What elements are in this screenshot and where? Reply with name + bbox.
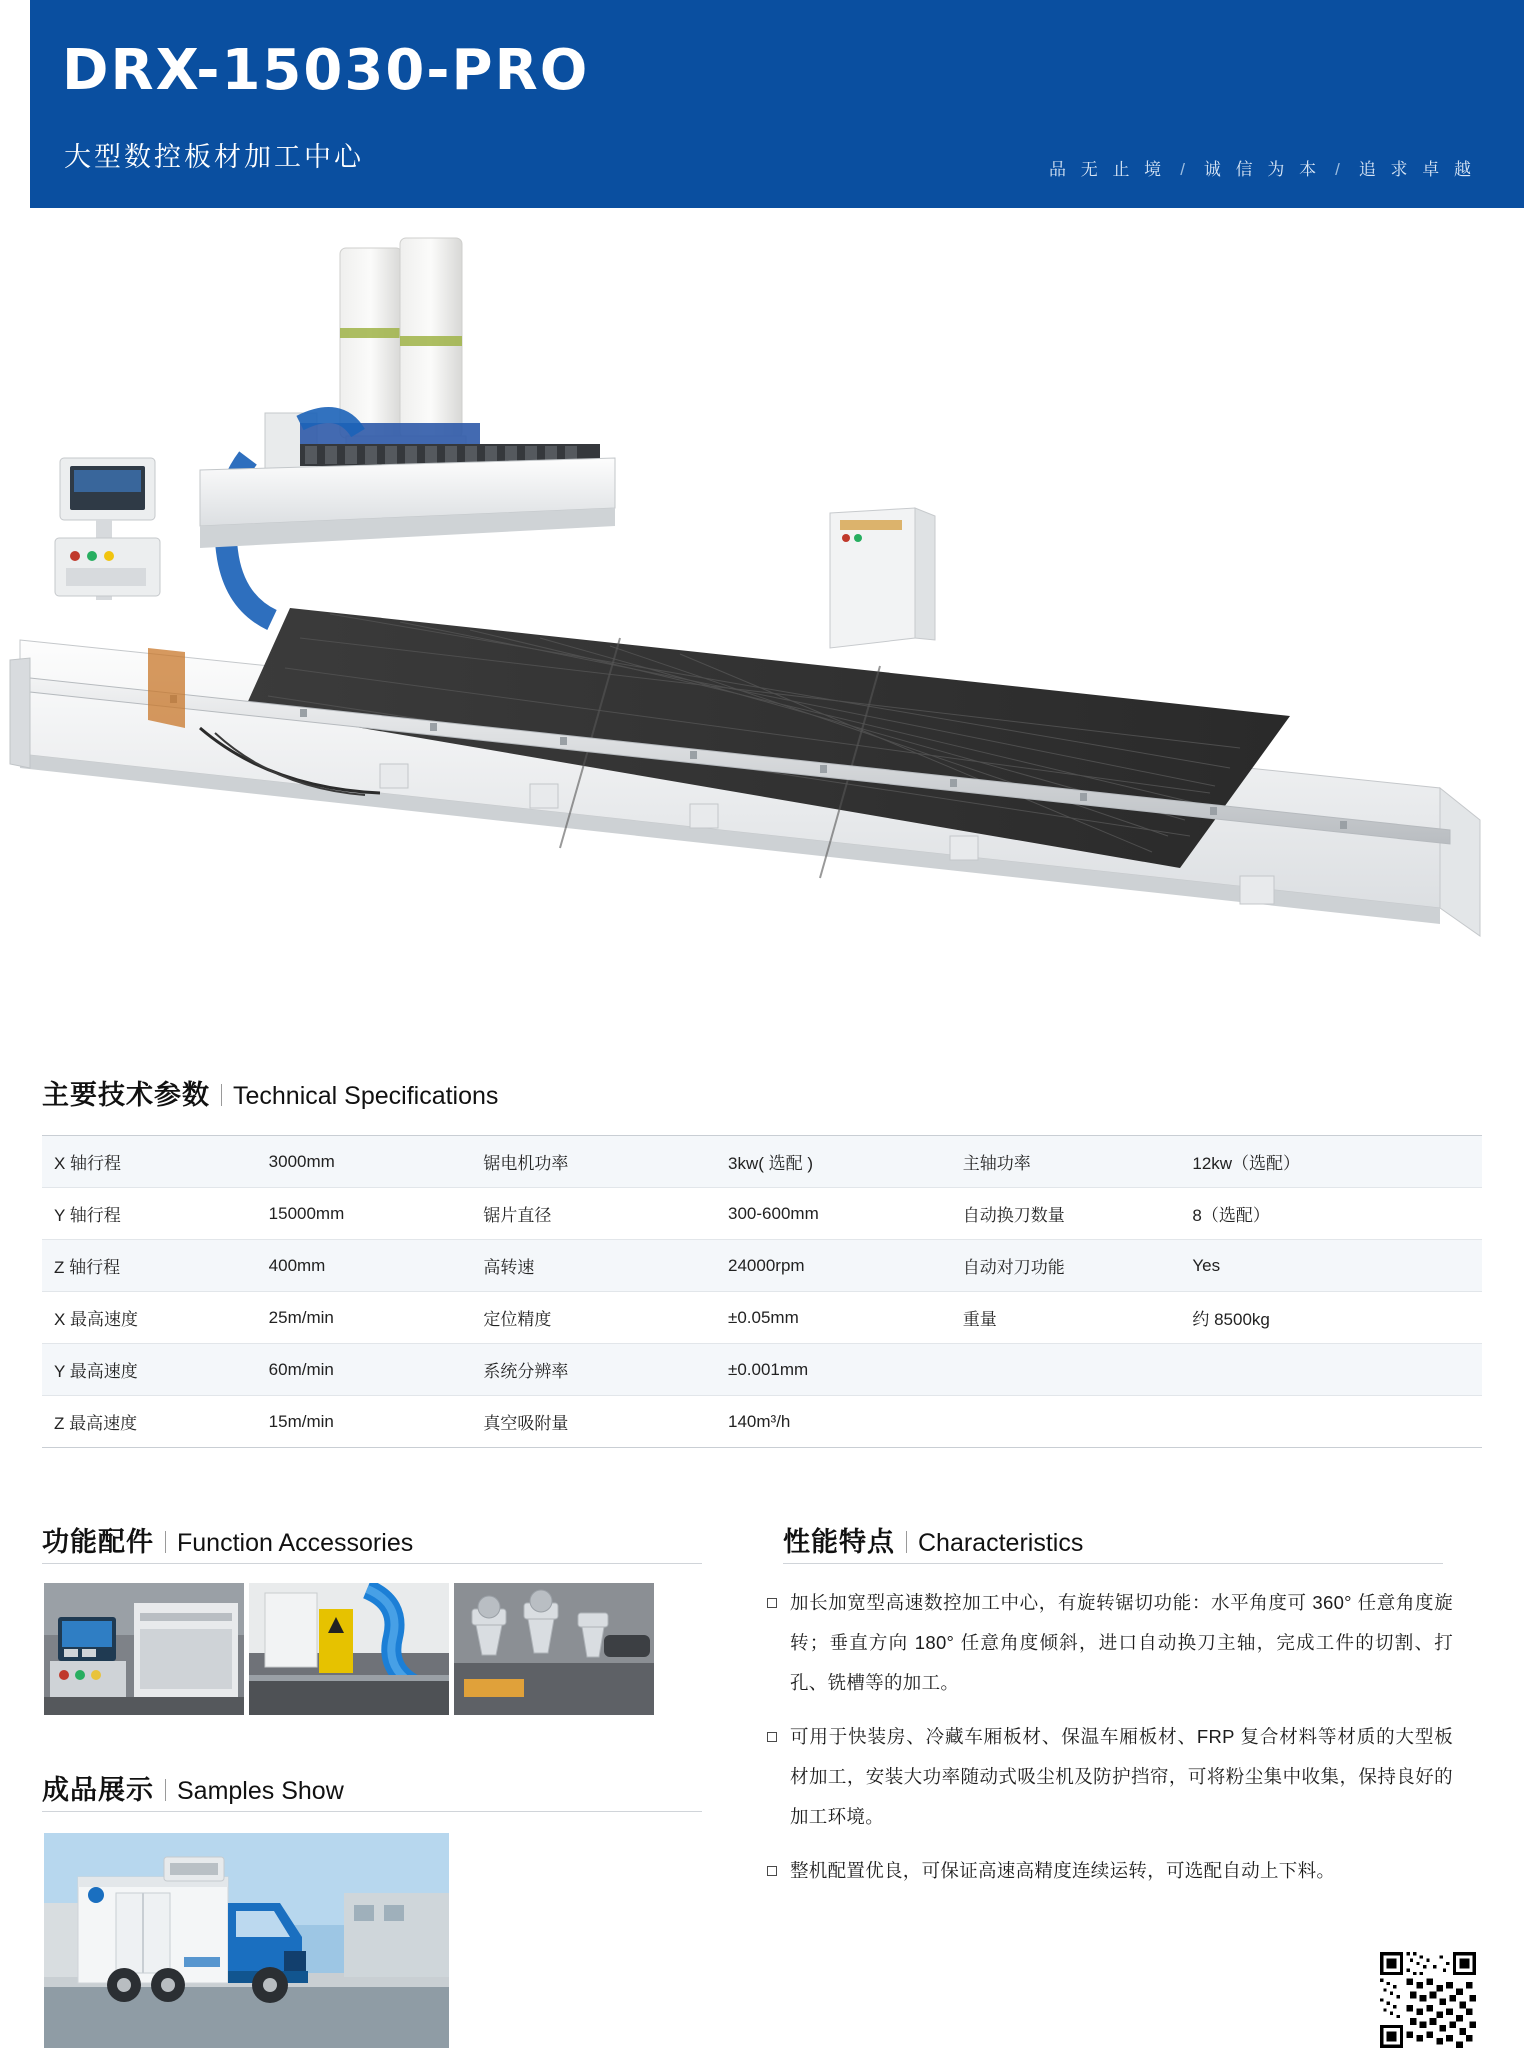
control-panel-photo <box>44 1583 244 1715</box>
characteristics-rule <box>783 1563 1443 1564</box>
page-header <box>0 0 1524 208</box>
tool-holders-photo <box>454 1583 654 1715</box>
heading-divider <box>906 1531 907 1553</box>
qr-code-image <box>1380 1952 1476 2048</box>
accessory-thumb-control-panel <box>44 1583 244 1715</box>
samples-rule <box>42 1811 702 1812</box>
table-row <box>42 1188 1482 1240</box>
machine-illustration <box>0 208 1524 1008</box>
characteristics-heading-en: Characteristics <box>918 1529 1084 1557</box>
accessory-thumb-spindle-head <box>249 1583 449 1715</box>
spec-label: 定位精度 <box>483 1292 728 1344</box>
slogan-part-2: 诚 信 为 本 <box>1203 160 1322 179</box>
specs-heading-en: Technical Specifications <box>233 1082 499 1110</box>
product-subtitle: 大型数控板材加工中心 <box>64 142 364 172</box>
spec-value: 25m/min <box>269 1292 484 1344</box>
characteristics-heading-cn: 性能特点 <box>783 1527 895 1557</box>
spec-label: 系统分辨率 <box>483 1344 728 1396</box>
spec-label: Z 最高速度 <box>42 1396 269 1448</box>
spindle-head-photo <box>249 1583 449 1715</box>
spec-label: 自动换刀数量 <box>963 1188 1193 1240</box>
list-item <box>763 1851 1453 1891</box>
spec-label-empty <box>963 1396 1193 1448</box>
spec-label: 主轴功率 <box>963 1136 1193 1188</box>
samples-heading-cn: 成品展示 <box>42 1775 154 1805</box>
spec-value: 3kw( 选配 ) <box>728 1136 963 1188</box>
spec-label: 重量 <box>963 1292 1193 1344</box>
list-item-text: 加长加宽型高速数控加工中心，有旋转锯切功能：水平角度可 360° 任意角度旋转；垂直方向 180° 任意角度倾斜，进口自动换刀主轴，完成工件的切割、打孔、铣槽等的加工。 <box>790 1592 1453 1693</box>
table-row <box>42 1292 1482 1344</box>
table-row <box>42 1136 1482 1188</box>
accessories-rule <box>42 1563 702 1564</box>
square-bullet-icon <box>767 1598 777 1608</box>
header-left-accent <box>0 0 30 208</box>
refrigerated-truck-illustration <box>44 1833 449 2048</box>
spec-label: 真空吸附量 <box>483 1396 728 1448</box>
slogan-part-3: 追 求 卓 越 <box>1358 160 1476 179</box>
spec-value: 8（选配） <box>1192 1188 1482 1240</box>
spec-value: ±0.001mm <box>728 1344 963 1396</box>
spec-value: 约 8500kg <box>1192 1292 1482 1344</box>
specs-heading <box>42 1073 498 1112</box>
characteristics-heading <box>783 1520 1083 1559</box>
table-row <box>42 1240 1482 1292</box>
samples-heading-en: Samples Show <box>177 1777 344 1805</box>
characteristics-list <box>763 1583 1453 1905</box>
accessory-thumb-tool-holders <box>454 1583 654 1715</box>
list-item <box>763 1717 1453 1837</box>
list-item-text: 可用于快装房、冷藏车厢板材、保温车厢板材、FRP 复合材料等材质的大型板材加工，安装大功率随动式吸尘机及防护挡帘，可将粉尘集中收集，保持良好的加工环境。 <box>790 1726 1453 1827</box>
spec-value: 12kw（选配） <box>1192 1136 1482 1188</box>
spec-label: Y 最高速度 <box>42 1344 269 1396</box>
heading-divider <box>165 1779 166 1801</box>
qr-code-icon <box>1380 1952 1476 2048</box>
table-row <box>42 1344 1482 1396</box>
spec-label-empty <box>963 1344 1193 1396</box>
sample-truck-photo <box>44 1833 449 2048</box>
table-row <box>42 1396 1482 1448</box>
heading-divider <box>165 1531 166 1553</box>
spec-value: Yes <box>1192 1240 1482 1292</box>
square-bullet-icon <box>767 1732 777 1742</box>
spec-value: 60m/min <box>269 1344 484 1396</box>
spec-label: X 轴行程 <box>42 1136 269 1188</box>
spec-value: 140m³/h <box>728 1396 963 1448</box>
spec-value: 15m/min <box>269 1396 484 1448</box>
slogan-part-1: 品 无 止 境 <box>1049 160 1167 179</box>
slogan-separator-2: / <box>1335 160 1345 179</box>
spec-value: ±0.05mm <box>728 1292 963 1344</box>
spec-value-empty <box>1192 1396 1482 1448</box>
header-slogan <box>1049 155 1476 180</box>
spec-label: Z 轴行程 <box>42 1240 269 1292</box>
spec-value: 3000mm <box>269 1136 484 1188</box>
heading-divider <box>221 1084 222 1106</box>
spec-label: X 最高速度 <box>42 1292 269 1344</box>
spec-label: 锯片直径 <box>483 1188 728 1240</box>
list-item-text: 整机配置优良，可保证高速高精度连续运转，可选配自动上下料。 <box>790 1860 1336 1881</box>
spec-value: 24000rpm <box>728 1240 963 1292</box>
machine-photo <box>0 208 1524 1008</box>
spec-label: 自动对刀功能 <box>963 1240 1193 1292</box>
samples-heading <box>42 1768 344 1807</box>
list-item <box>763 1583 1453 1703</box>
spec-label: 高转速 <box>483 1240 728 1292</box>
accessories-thumbnails <box>44 1583 704 1715</box>
spec-value: 300-600mm <box>728 1188 963 1240</box>
spec-value: 15000mm <box>269 1188 484 1240</box>
product-title: DRX-15030-PRO <box>62 38 590 103</box>
spec-label: 锯电机功率 <box>483 1136 728 1188</box>
spec-label: Y 轴行程 <box>42 1188 269 1240</box>
specs-table <box>42 1135 1482 1448</box>
spec-value-empty <box>1192 1344 1482 1396</box>
accessories-heading-en: Function Accessories <box>177 1529 414 1557</box>
slogan-separator-1: / <box>1180 160 1190 179</box>
specs-heading-cn: 主要技术参数 <box>42 1080 210 1110</box>
accessories-heading-cn: 功能配件 <box>42 1527 154 1557</box>
accessories-heading <box>42 1520 413 1559</box>
specs-table-wrapper <box>42 1135 1482 1448</box>
spec-value: 400mm <box>269 1240 484 1292</box>
square-bullet-icon <box>767 1866 777 1876</box>
